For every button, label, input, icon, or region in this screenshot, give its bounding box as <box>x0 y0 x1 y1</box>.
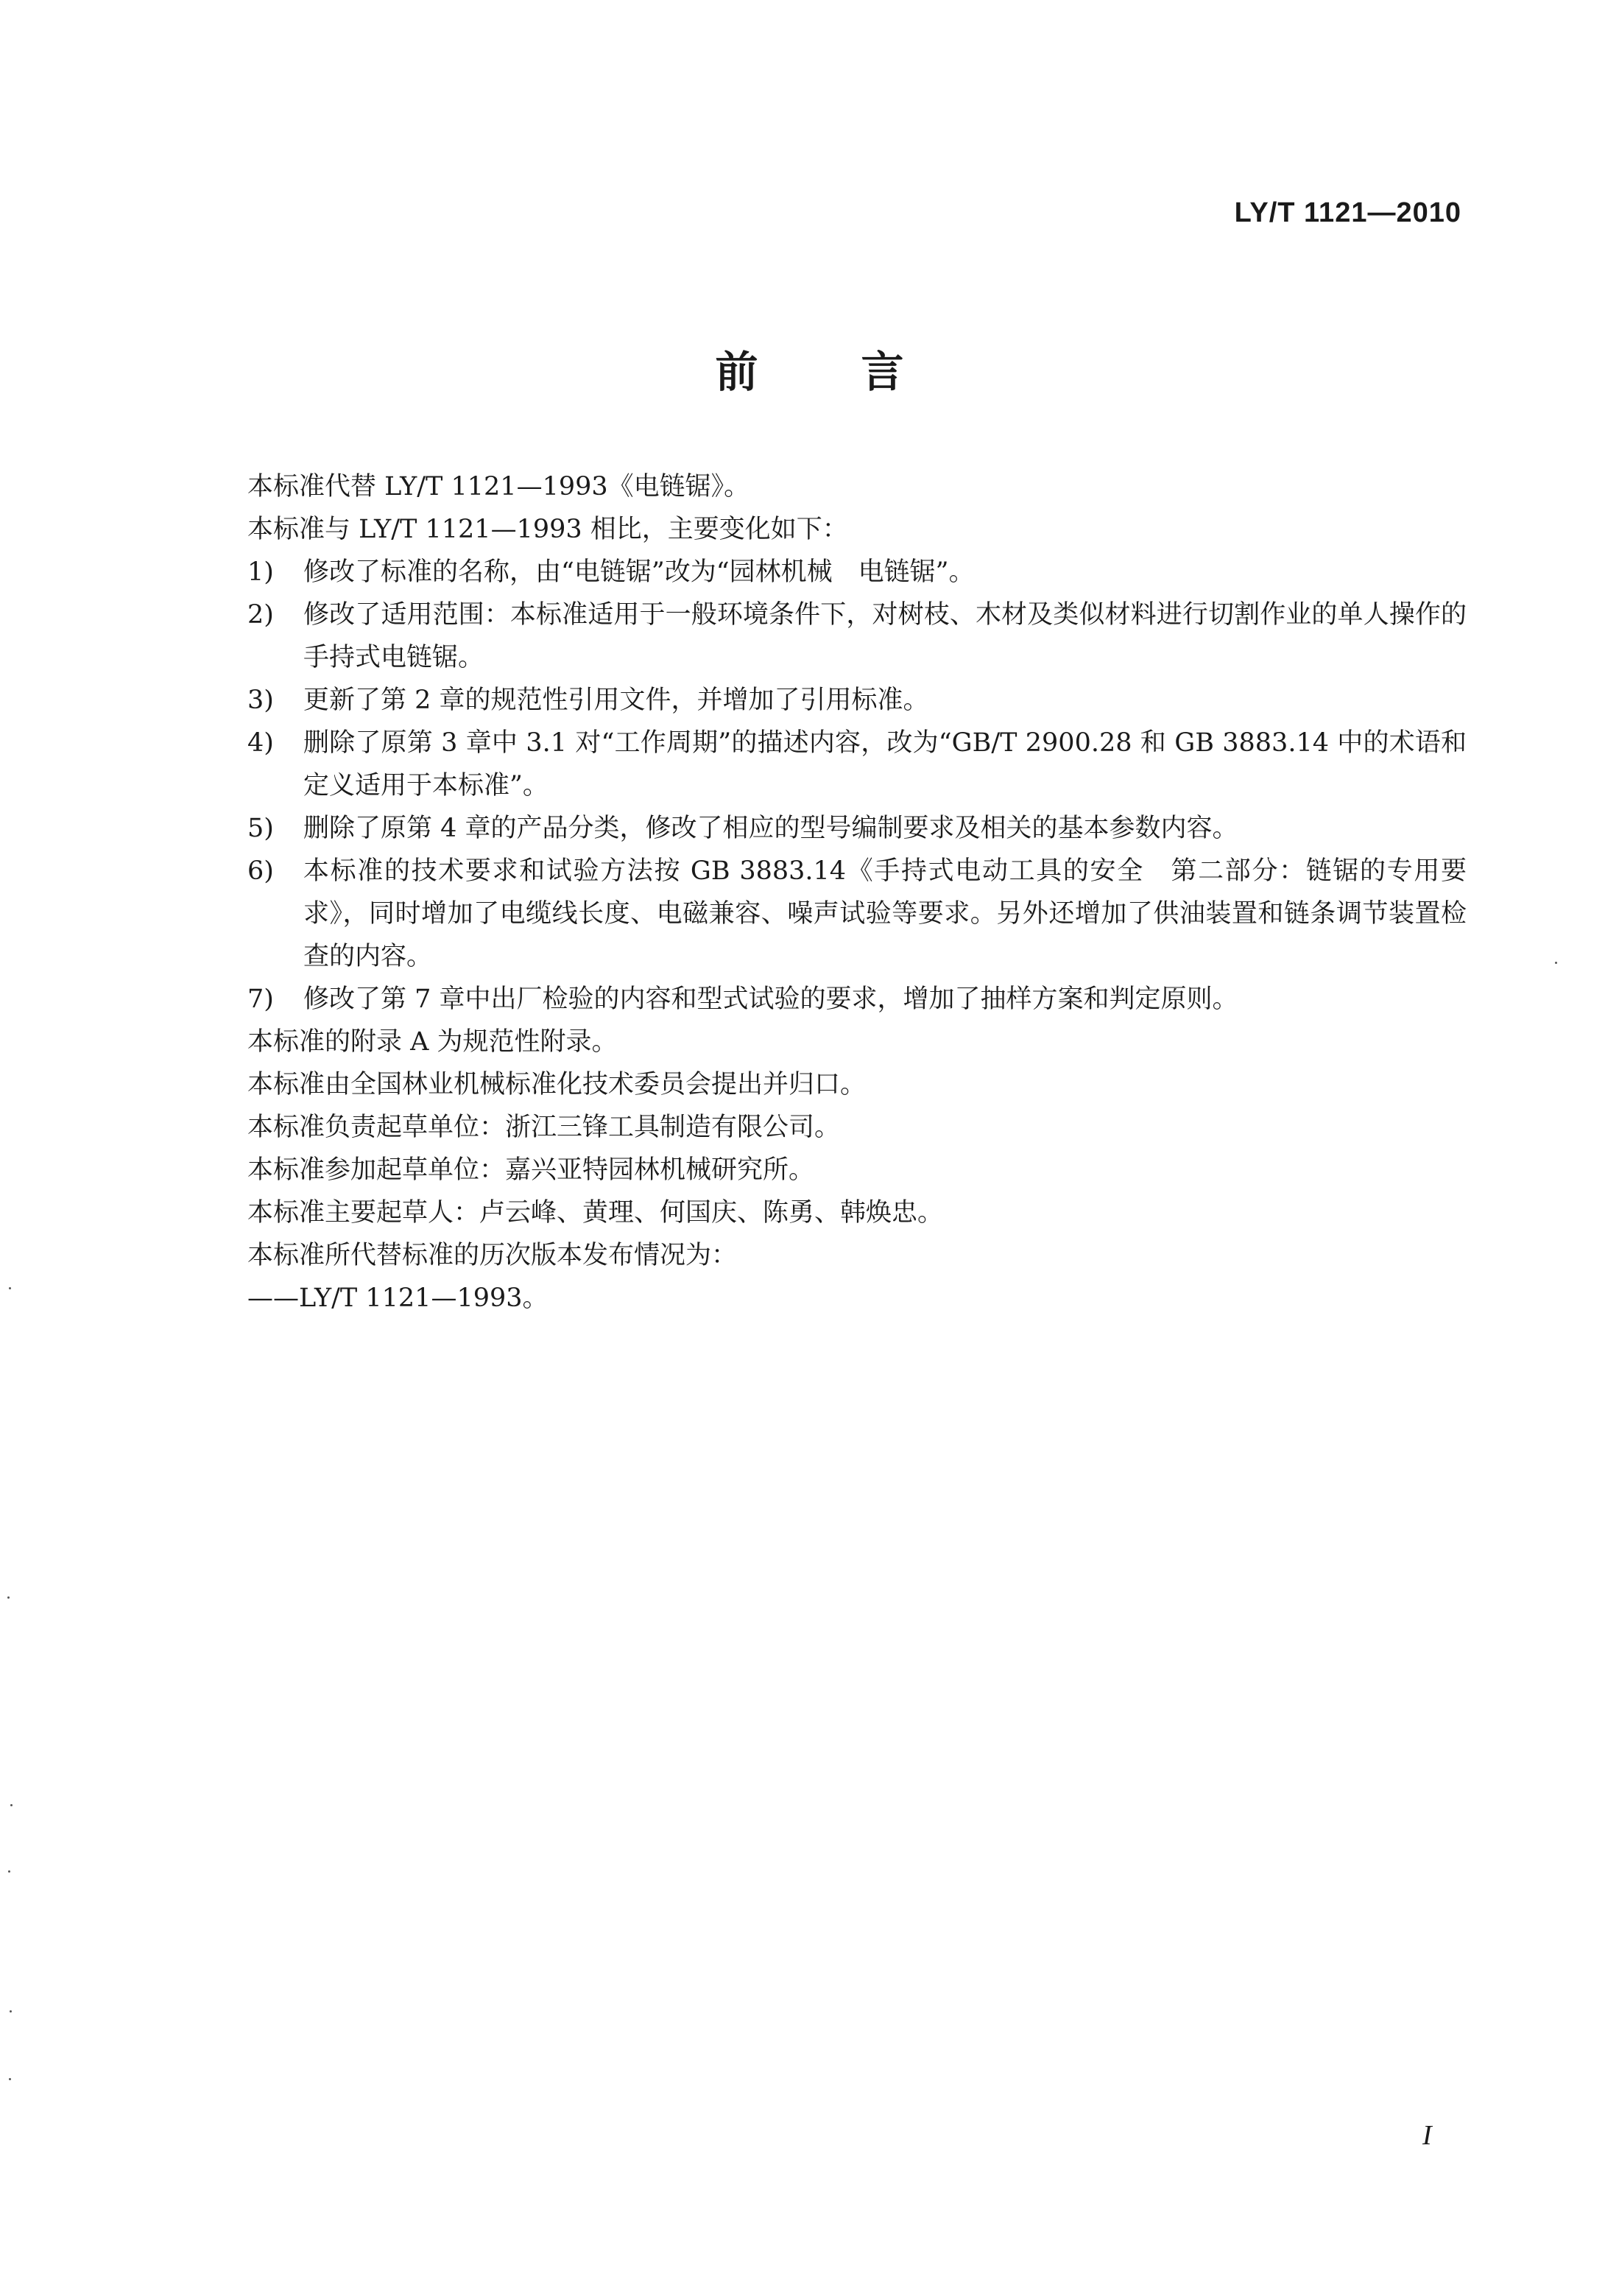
participating-drafter-unit: 本标准参加起草单位：嘉兴亚特园林机械研究所。 <box>247 1155 815 1185</box>
scan-speck <box>1555 962 1557 964</box>
lead-drafter-unit: 本标准负责起草单位：浙江三锋工具制造有限公司。 <box>247 1113 841 1142</box>
standard-code: LY/T 1121—2010 <box>1234 197 1461 228</box>
scan-speck <box>9 2078 11 2080</box>
previous-editions-heading: 本标准所代替标准的历次版本发布情况为： <box>247 1241 738 1270</box>
intro-line-2: 本标准与 LY/T 1121—1993 相比，主要变化如下： <box>247 515 848 544</box>
change-item-7 <box>247 978 1467 1021</box>
appendix-note: 本标准的附录 A 为规范性附录。 <box>247 1027 618 1057</box>
change-item-text: 更新了第 2 章的规范性引用文件，并增加了引用标准。 <box>303 686 929 715</box>
change-item-text: 修改了适用范围：本标准适用于一般环境条件下，对树枝、木材及类似材料进行切割作业的单人操作的手持式电链锯。 <box>303 600 1467 672</box>
change-item-4 <box>247 722 1467 807</box>
page-number: I <box>1422 2120 1432 2151</box>
change-item-number: 5) <box>247 814 274 843</box>
change-item-text: 本标准的技术要求和试验方法按 GB 3883.14《手持式电动工具的安全 第二部分：链锯的专用要求》，同时增加了电缆线长度、电磁兼容、噪声试验等要求。另外还增加了供油装置和链条调节装置检查的内容。 <box>303 856 1467 971</box>
change-item-text: 修改了第 7 章中出厂检验的内容和型式试验的要求，增加了抽样方案和判定原则。 <box>303 985 1238 1014</box>
change-item-text: 删除了原第 4 章的产品分类，修改了相应的型号编制要求及相关的基本参数内容。 <box>303 814 1238 843</box>
change-item-2 <box>247 594 1467 679</box>
change-item-text: 修改了标准的名称，由“电链锯”改为“园林机械 电链锯”。 <box>303 557 975 587</box>
change-item-number: 7) <box>247 985 274 1014</box>
change-item-number: 3) <box>247 686 274 715</box>
change-item-text: 删除了原第 3 章中 3.1 对“工作周期”的描述内容，改为“GB/T 2900.28 和 GB 3883.14 中的术语和定义适用于本标准”。 <box>303 728 1467 800</box>
change-item-6 <box>247 850 1467 978</box>
change-item-number: 4) <box>247 728 274 758</box>
change-item-3 <box>247 679 1467 722</box>
scan-speck <box>8 1870 10 1873</box>
scan-speck <box>10 2010 12 2012</box>
change-item-number: 2) <box>247 600 274 630</box>
previous-edition-item: ——LY/T 1121—1993。 <box>247 1283 549 1313</box>
intro-line-1: 本标准代替 LY/T 1121—1993《电链锯》。 <box>247 472 750 501</box>
proposer-note: 本标准由全国林业机械标准化技术委员会提出并归口。 <box>247 1070 867 1099</box>
change-item-5 <box>247 807 1467 850</box>
scan-speck <box>10 1804 13 1806</box>
scan-speck <box>7 1596 10 1599</box>
change-item-number: 1) <box>247 557 274 587</box>
page-title: 前言 <box>715 347 1007 397</box>
scan-speck <box>9 1287 11 1289</box>
foreword-body <box>247 465 1467 1320</box>
main-drafters: 本标准主要起草人：卢云峰、黄理、何国庆、陈勇、韩焕忠。 <box>247 1198 944 1228</box>
change-item-1 <box>247 551 1467 594</box>
change-item-number: 6) <box>247 856 274 886</box>
